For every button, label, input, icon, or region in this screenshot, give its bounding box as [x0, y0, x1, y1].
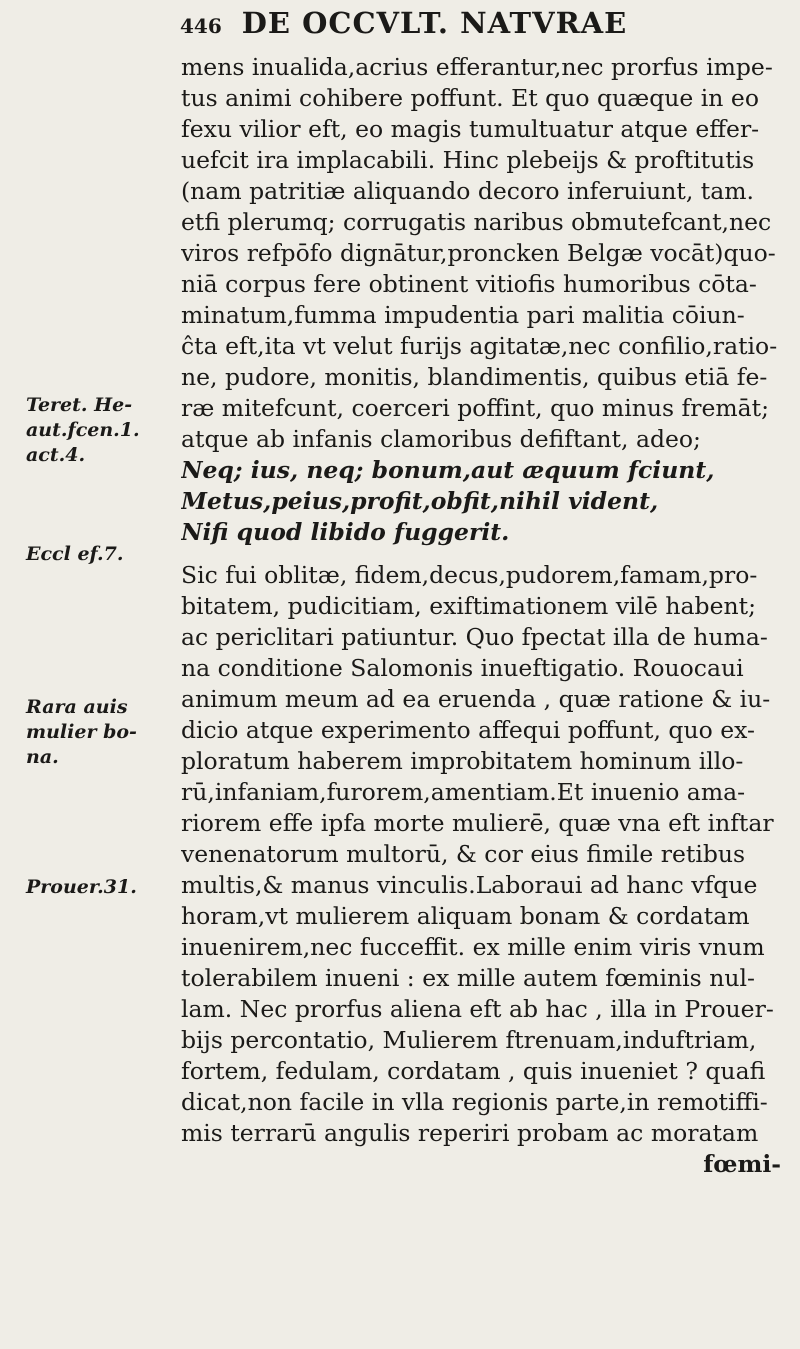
text-line: fexu vilior eft, eo magis tumultuatur atque effer-	[181, 115, 760, 143]
text-line: fortem, fedulam, cordatam , quis inueniet ? quafi	[181, 1057, 766, 1085]
text-line: horam,vt mulierem aliquam bonam & cordatam	[181, 902, 750, 930]
margin-note-line: na.	[26, 746, 59, 768]
page-header	[180, 6, 627, 46]
text-line: ploratum haberem improbitatem hominum illo-	[181, 747, 744, 775]
text-line: mens inualida,acrius efferantur,nec prorfus impe-	[181, 53, 773, 81]
text-line: minatum,fumma impudentia pari malitia cōiun-	[181, 301, 745, 329]
margin-note-line: act.4.	[26, 444, 86, 466]
margin-note-rara	[26, 695, 176, 770]
margin-note-line: Teret. He-	[26, 394, 133, 416]
text-line: multis,& manus vinculis.Laboraui ad hanc vfque	[181, 871, 758, 899]
text-line: atque ab infanis clamoribus defiftant, adeo;	[181, 425, 701, 453]
verse-line: Metus,peius,profit,obfit,nihil vident,	[181, 487, 659, 515]
running-title: DE OCCVLT. NATVRAE	[241, 6, 628, 40]
text-line: venenatorum multorū, & cor eius fimile retibus	[181, 840, 746, 868]
text-line: bitatem, pudicitiam, exiftimationem vilē habent;	[181, 592, 757, 620]
text-line: ĉta eft,ita vt velut furijs agitatæ,nec confilio,ratio-	[181, 332, 778, 360]
text-line: inuenirem,nec fucceffit. ex mille enim viris vnum	[181, 933, 765, 961]
main-text	[181, 52, 791, 1180]
text-line: niā corpus fere obtinent vitiofis humoribus cōta-	[181, 270, 757, 298]
margin-note-line: aut.fcen.1.	[26, 419, 140, 441]
text-line: animum meum ad ea eruenda , quæ ratione & iu-	[181, 685, 771, 713]
verse-line: Neq; ius, neq; bonum,aut æquum fciunt,	[181, 456, 715, 484]
margin-note-terent	[26, 393, 176, 468]
text-line: etfi plerumq; corrugatis naribus obmutefcant,nec	[181, 208, 772, 236]
page-number: 446	[180, 14, 222, 38]
verse-line: Nifi quod libido fuggerit.	[181, 518, 510, 546]
text-line: Sic fui oblitæ, fidem,decus,pudorem,famam,pro-	[181, 561, 758, 589]
margin-note-eccles	[26, 542, 176, 567]
text-line: ræ mitefcunt, coerceri poffint, quo minus fremāt;	[181, 394, 770, 422]
text-line: riorem effe ipfa morte mulierē, quæ vna eft inftar	[181, 809, 774, 837]
text-line: mis terrarū angulis reperiri probam ac moratam	[181, 1119, 759, 1147]
text-line: tolerabilem inueni : ex mille autem fœminis nul-	[181, 964, 755, 992]
text-line: tus animi cohibere poffunt. Et quo quæque in eo	[181, 84, 759, 112]
text-line: dicat,non facile in vlla regionis parte,in remotiffi-	[181, 1088, 768, 1116]
text-line: dicio atque experimento affequi poffunt, quo ex-	[181, 716, 755, 744]
margin-note-line: Rara auis	[26, 696, 128, 718]
catchword: fœmi-	[703, 1150, 781, 1178]
text-line: (nam patritiæ aliquando decoro inferuiunt, tam.	[181, 177, 754, 205]
text-line: viros refpōfo dignātur,proncken Belgæ vocāt)quo-	[181, 239, 776, 267]
text-line: ne, pudore, monitis, blandimentis, quibus etiā fe-	[181, 363, 768, 391]
text-line: bijs percontatio, Mulierem ftrenuam,induftriam,	[181, 1026, 757, 1054]
margin-note-line: Prouer.31.	[26, 876, 137, 898]
text-line: uefcit ira implacabili. Hinc plebeijs & proftitutis	[181, 146, 755, 174]
margin-note-prouer	[26, 875, 176, 900]
margin-note-line: mulier bo-	[26, 721, 137, 743]
text-line: ac periclitari patiuntur. Quo fpectat illa de huma-	[181, 623, 768, 651]
text-line: lam. Nec prorfus aliena eft ab hac , illa in Prouer-	[181, 995, 774, 1023]
text-line: na conditione Salomonis inueftigatio. Rouocaui	[181, 654, 744, 682]
text-line: rū,infaniam,furorem,amentiam.Et inuenio ama-	[181, 778, 746, 806]
margin-note-line: Eccl ef.7.	[26, 543, 124, 565]
